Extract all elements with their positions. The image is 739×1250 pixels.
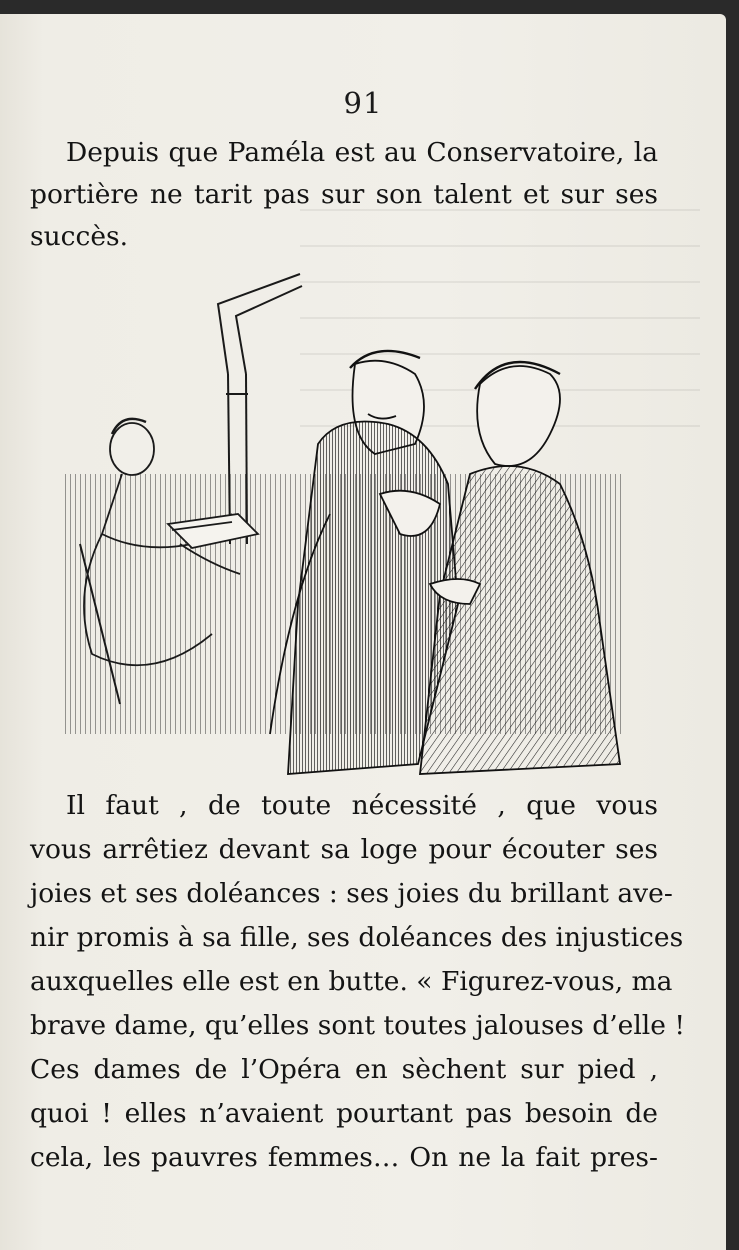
text-line: auxquelles elle est en butte. « Figurez-vous, ma [30, 966, 673, 997]
page-number: 91 [343, 86, 383, 120]
text-line: succès. [30, 221, 129, 252]
paragraph-bottom [30, 784, 686, 1180]
engraving-illustration [50, 244, 630, 784]
text-line: cela, les pauvres femmes… On ne la fait pres- [30, 1142, 658, 1173]
text-line: Depuis que Paméla est au Conservatoire, la [66, 137, 658, 168]
text-line: Ces dames de l’Opéra en sèchent sur pied , [30, 1054, 658, 1085]
text-line: brave dame, qu’elles sont toutes jalouses d’elle ! [30, 1010, 686, 1041]
book-page [0, 14, 726, 1250]
text-line: Il faut , de toute nécessité , que vous [66, 790, 658, 821]
text-line: nir promis à sa fille, ses doléances des injustices [30, 922, 684, 953]
bonnet-woman [420, 362, 620, 774]
text-line: vous arrêtiez devant sa loge pour écouter ses [30, 834, 658, 865]
text-line: joies et ses doléances : ses joies du brillant ave- [30, 878, 673, 909]
text-line: portière ne tarit pas sur son talent et sur ses [30, 179, 658, 210]
text-line: quoi ! elles n’avaient pourtant pas besoin de [30, 1098, 658, 1129]
paragraph-top [30, 132, 658, 258]
